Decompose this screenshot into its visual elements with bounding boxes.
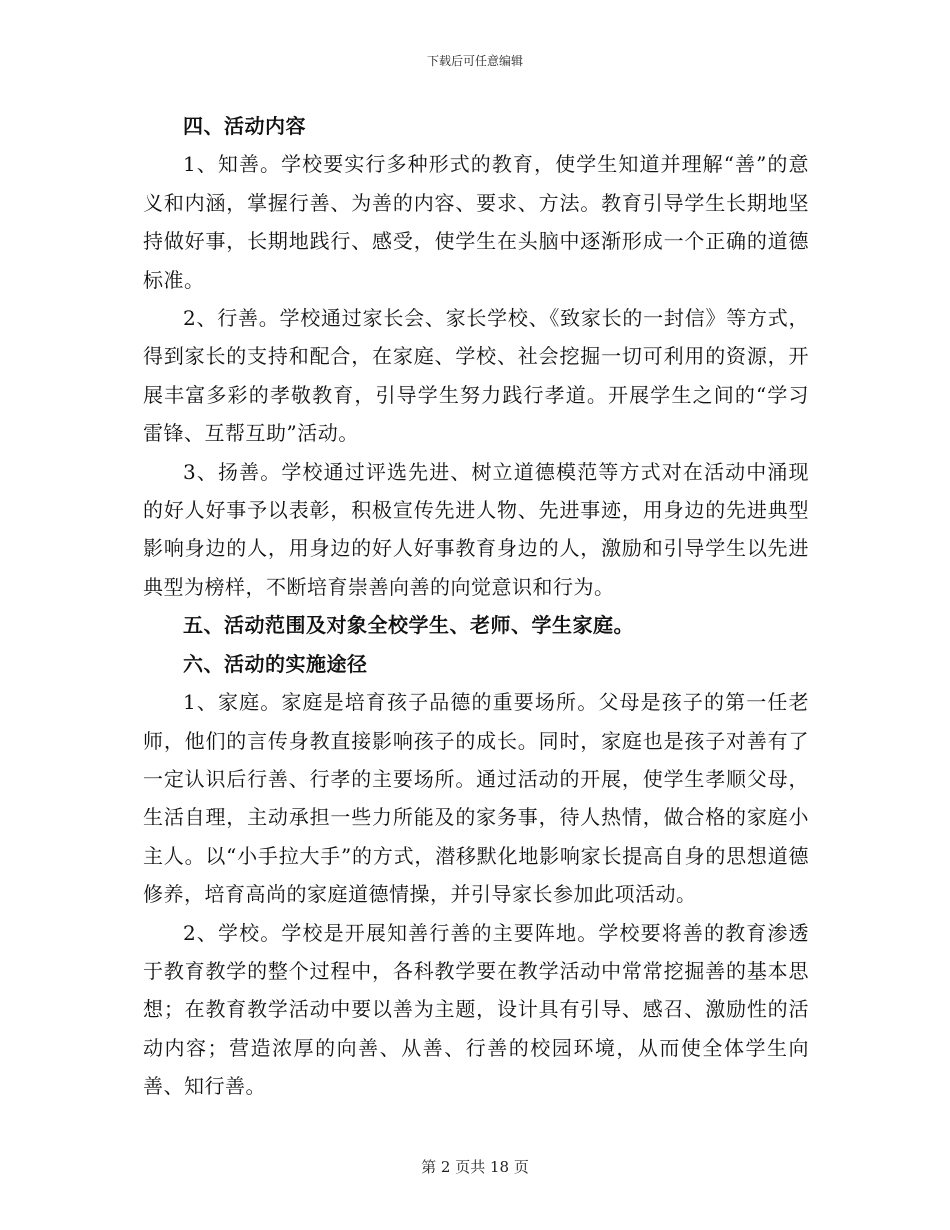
section-heading-scope: 五、活动范围及对象全校学生、老师、学生家庭。 bbox=[183, 613, 634, 638]
paragraph-school: 2、学校。学校是开展知善行善的主要阵地。学校要将善的教育渗透于教育教学的整个过程中，各科教学要在教学活动中常常挖掘善的基本思想；在教育教学活动中要以善为主题，设计具有引导、感召、激励性的活动内容；营造浓厚的向善、从善、行善的校园环境，从而使全体学生向善、知行善。 bbox=[143, 920, 809, 1099]
document-body bbox=[143, 107, 809, 1106]
section-heading-implementation: 六、活动的实施途径 bbox=[183, 651, 368, 676]
paragraph-do-good: 2、行善。学校通过家长会、家长学校、《致家长的一封信》等方式，得到家长的支持和配合，在家庭、学校、社会挖掘一切可利用的资源，开展丰富多彩的孝敬教育，引导学生努力践行孝道。开展学生之间的“学习雷锋、互帮互助”活动。 bbox=[143, 306, 809, 446]
paragraph-know-good: 1、知善。学校要实行多种形式的教育，使学生知道并理解“善”的意义和内涵，掌握行善、为善的内容、要求、方法。教育引导学生长期地坚持做好事，长期地践行、感受，使学生在头脑中逐渐形成一个正确的道德标准。 bbox=[143, 152, 809, 292]
section-heading-activity-content: 四、活动内容 bbox=[183, 114, 306, 138]
paragraph-promote-good: 3、扬善。学校通过评选先进、树立道德模范等方式对在活动中涌现的好人好事予以表彰，积极宣传先进人物、先进事迹，用身边的先进典型影响身边的人，用身边的好人好事教育身边的人，激励和引导学生以先进典型为榜样，不断培育崇善向善的向觉意识和行为。 bbox=[143, 459, 809, 599]
page-footer: 第 2 页共 18 页 bbox=[421, 1158, 529, 1176]
paragraph-family: 1、家庭。家庭是培育孩子品德的重要场所。父母是孩子的第一任老师，他们的言传身教直接影响孩子的成长。同时，家庭也是孩子对善有了一定认识后行善、行孝的主要场所。通过活动的开展，使学生孝顺父母，生活自理，主动承担一些力所能及的家务事，待人热情，做合格的家庭小主人。以“小手拉大手”的方式，潜移默化地影响家长提高自身的思想道德修养，培育高尚的家庭道德情操，并引导家长参加此项活动。 bbox=[143, 690, 809, 907]
page-header: 下载后可任意编辑 bbox=[426, 54, 523, 68]
